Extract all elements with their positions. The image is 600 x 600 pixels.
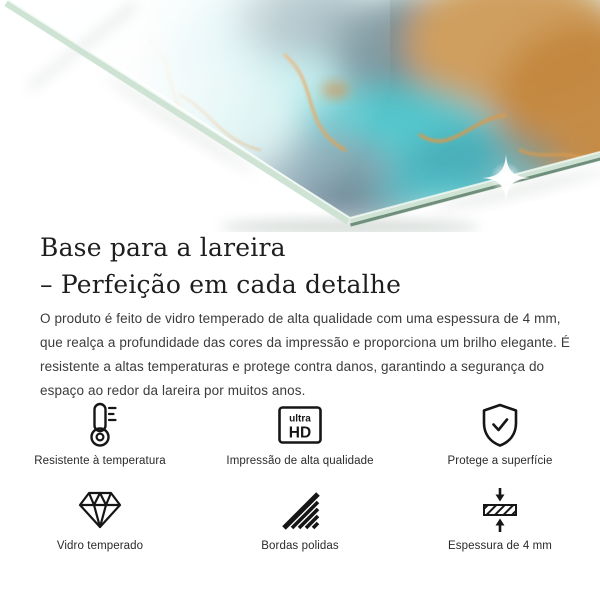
product-description: O produto é feito de vidro temperado de alta qualidade com uma espessura de 4 mm, que realça a profundidade das cores da impressão e proporciona um brilho elegante. É resistente a altas temperaturas e protege contra danos, garantindo a segurança do espaço ao redor da lareira por muitos anos. — [40, 311, 570, 398]
thickness-icon — [480, 486, 520, 534]
thermometer-icon — [82, 401, 118, 449]
feature-label: Impressão de alta qualidade — [226, 455, 374, 467]
shield-check-icon — [478, 402, 522, 448]
hero-photo — [0, 0, 600, 232]
feature-temperature — [0, 401, 200, 467]
diamond-icon — [76, 489, 124, 531]
polished-edges-icon — [278, 488, 322, 532]
feature-print-quality — [200, 401, 400, 467]
feature-label: Vidro temperado — [56, 540, 144, 552]
page-title-line1: Base para a lareira — [40, 233, 286, 262]
feature-label: Bordas polidas — [261, 540, 339, 552]
feature-protection — [400, 401, 600, 467]
features-grid — [0, 401, 600, 552]
ultra-hd-icon-text-top: ultra — [289, 413, 311, 425]
page-title-line2: – Perfeição em cada detalhe — [40, 270, 402, 299]
feature-thickness — [400, 486, 600, 552]
feature-label: Protege a superfície — [447, 455, 553, 467]
feature-label: Espessura de 4 mm — [448, 540, 552, 552]
ultra-hd-icon-text-bottom: HD — [288, 424, 312, 442]
feature-label: Resistente à temperatura — [34, 455, 166, 467]
feature-tempered-glass — [0, 486, 200, 552]
feature-polished-edges — [200, 486, 400, 552]
page-title — [40, 229, 401, 303]
ultra-hd-icon — [276, 404, 324, 446]
